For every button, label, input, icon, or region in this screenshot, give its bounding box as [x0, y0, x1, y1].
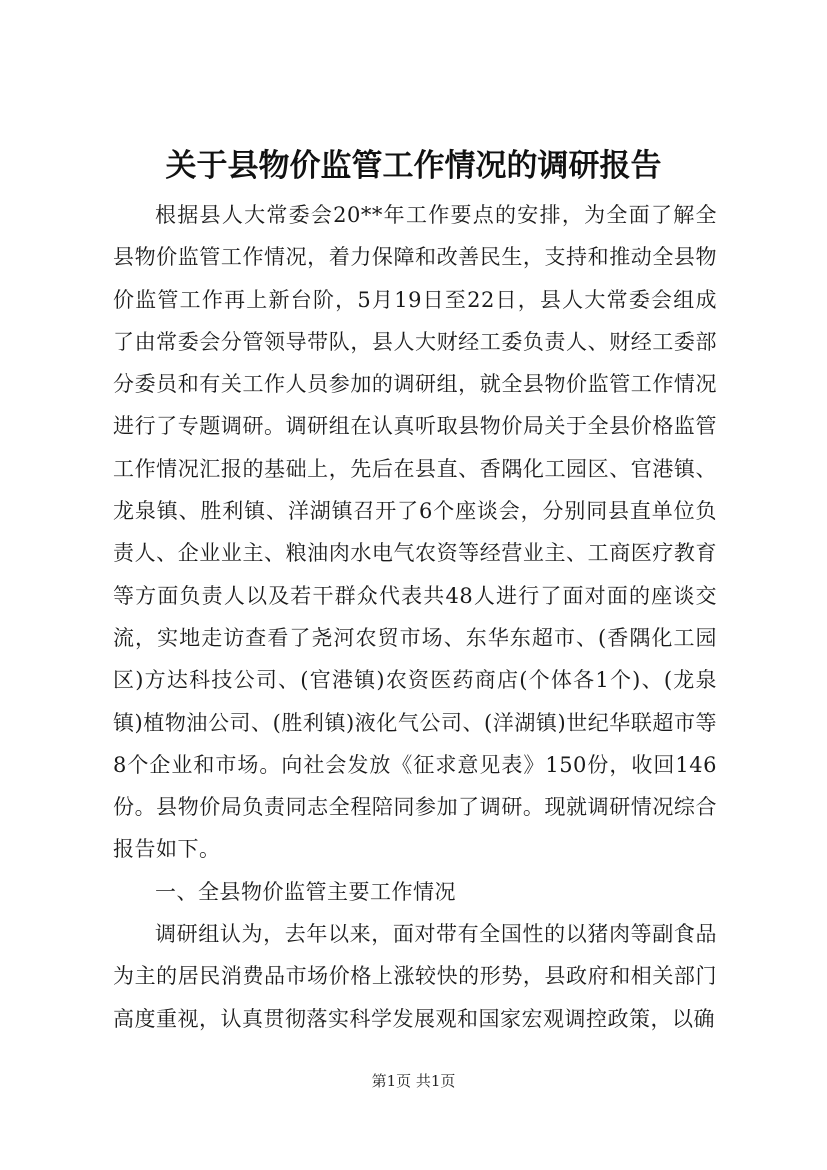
- document-title: 关于县物价监管工作情况的调研报告: [165, 148, 662, 184]
- section-heading: 一、全县物价监管主要工作情况: [155, 879, 456, 904]
- paragraph-intro: 根据县人大常委会20**年工作要点的安排，为全面了解全县物价监管工作情况，着力保障和改善民生，支持和推动全县物价监管工作再上新台阶，5月19日至22日，县人大常委会组成了由常委会分管领导带队，县人大财经工委负责人、财经工委部分委员和有关工作人员参加的调研组，就全县物价监管工作情况进行了专题调研。调研组在认真听取县物价局关于全县价格监管工作情况汇报的基础上，先后在县直、香隅化工园区、官港镇、龙泉镇、胜利镇、洋湖镇召开了6个座谈会，分别同县直单位负责人、企业业主、粮油肉水电气农资等经营业主、工商医疗教育等方面负责人以及若干群众代表共48人进行了面对面的座谈交流，实地走访查看了尧河农贸市场、东华东超市、(香隅化工园区)方达科技公司、(官港镇)农资医药商店(个体各1个)、(龙泉镇)植物油公司、(胜利镇)液化气公司、(洋湖镇)世纪华联超市等8个企业和市场。向社会发放《征求意见表》150份，收回146份。县物价局负责同志全程陪同参加了调研。现就调研情况综合报告如下。: [113, 203, 717, 862]
- page-footer: 第1页 共1页: [371, 1072, 456, 1090]
- paragraph-findings: 调研组认为，去年以来，面对带有全国性的以猪肉等副食品为主的居民消费品市场价格上涨较快的形势，县政府和相关部门高度重视，认真贯彻落实科学发展观和国家宏观调控政策，以确: [113, 922, 717, 1031]
- document-body: [113, 194, 717, 1040]
